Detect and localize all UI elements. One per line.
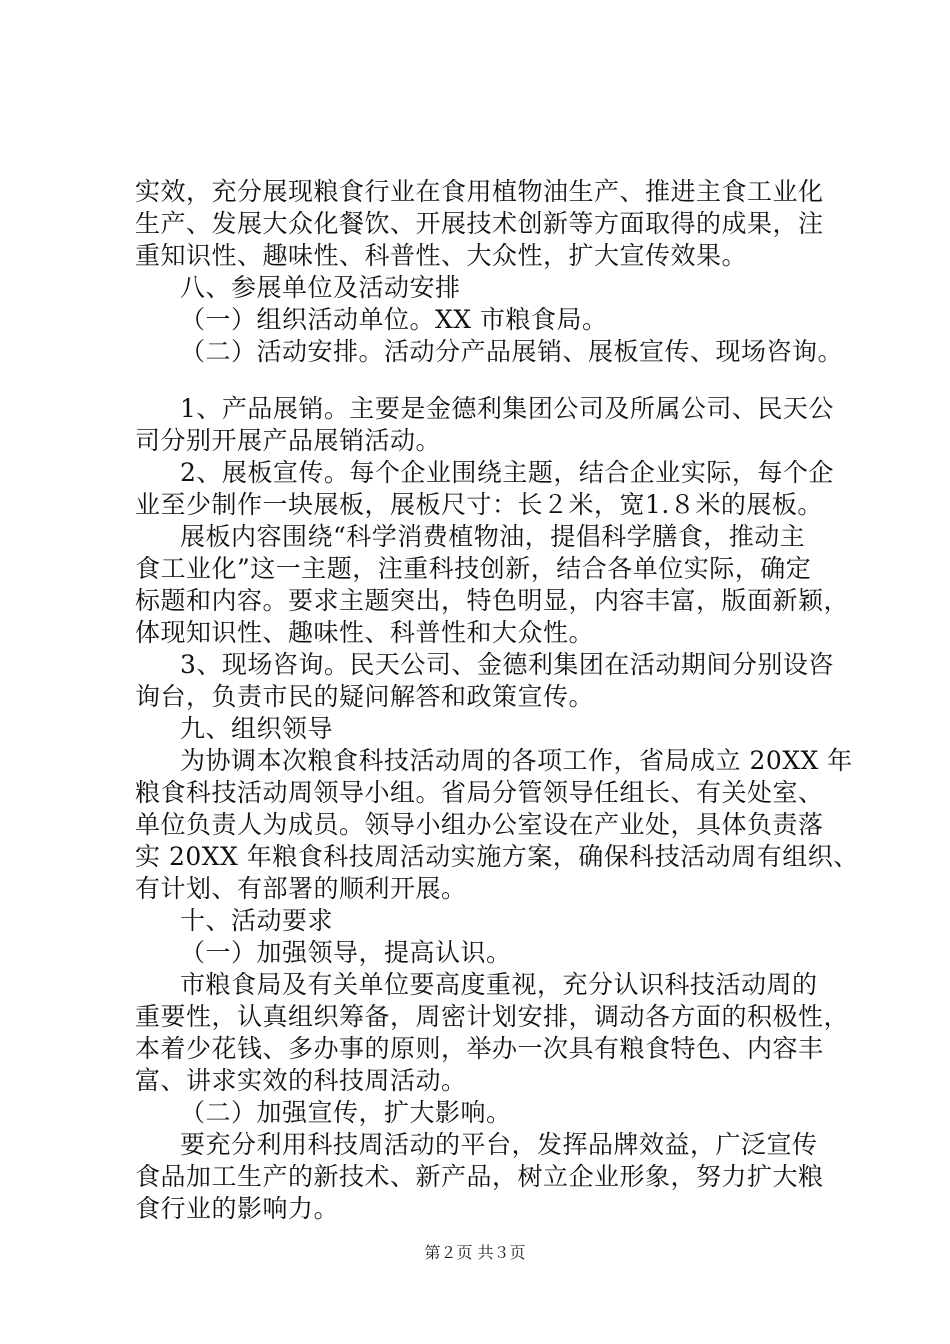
text-line: 司分别开展产品展销活动。 (135, 426, 442, 455)
text-line: 有计划、有部署的顺利开展。 (135, 874, 467, 903)
text-line: （一）组织活动单位。XX 市粮食局。 (180, 305, 608, 334)
text-line: 1、产品展销。主要是金德利集团公司及所属公司、民天公 (180, 394, 834, 423)
text-line: 体现知识性、趣味性、科普性和大众性。 (135, 618, 595, 647)
text-line: 重要性，认真组织筹备，周密计划安排，调动各方面的积极性， (135, 1002, 850, 1031)
text-line: 要充分利用科技周活动的平台，发挥品牌效益，广泛宣传 (180, 1130, 818, 1159)
page-footer: 第２页 共３页 (424, 1243, 526, 1262)
text-line: 食行业的影响力。 (135, 1194, 340, 1223)
text-line: 3、现场咨询。民天公司、金德利集团在活动期间分别设咨 (180, 650, 834, 679)
text-line: 食品加工生产的新技术、新产品，树立企业形象，努力扩大粮 (135, 1162, 824, 1191)
text-line: 为协调本次粮食科技活动周的各项工作，省局成立 20XX 年 (180, 746, 853, 775)
text-line: 重知识性、趣味性、科普性、大众性，扩大宣传效果。 (135, 241, 748, 270)
text-line: 生产、发展大众化餐饮、开展技术创新等方面取得的成果，注 (135, 209, 824, 238)
section-heading: 九、组织领导 (180, 714, 334, 743)
text-line: 单位负责人为成员。领导小组办公室设在产业处，具体负责落 (135, 810, 824, 839)
text-line: 实 20XX 年粮食科技周活动实施方案，确保科技活动周有组织、 (135, 842, 859, 871)
subsection-heading: （一）加强领导，提高认识。 (180, 938, 512, 967)
text-line: 标题和内容。要求主题突出，特色明显，内容丰富，版面新颖， (135, 586, 850, 615)
text-line: 2、展板宣传。每个企业围绕主题，结合企业实际，每个企 (180, 458, 834, 487)
text-line: 粮食科技活动周领导小组。省局分管领导任组长、有关处室、 (135, 778, 824, 807)
text-line: 市粮食局及有关单位要高度重视，充分认识科技活动周的 (180, 970, 818, 999)
text-line: 富、讲求实效的科技周活动。 (135, 1066, 467, 1095)
text-line: 询台，负责市民的疑问解答和政策宣传。 (135, 682, 595, 711)
text-line: （二）活动安排。活动分产品展销、展板宣传、现场咨询。 (180, 337, 844, 366)
text-line: 食工业化”这一主题，注重科技创新，结合各单位实际，确定 (135, 554, 812, 583)
text-line: 展板内容围绕“科学消费植物油，提倡科学膳食，推动主 (180, 522, 806, 551)
text-line: 业至少制作一块展板，展板尺寸：长２米，宽1.８米的展板。 (135, 490, 823, 519)
subsection-heading: （二）加强宣传，扩大影响。 (180, 1098, 512, 1127)
section-heading: 十、活动要求 (180, 906, 334, 935)
text-line: 实效，充分展现粮食行业在食用植物油生产、推进主食工业化 (135, 177, 824, 206)
text-line: 本着少花钱、多办事的原则，举办一次具有粮食特色、内容丰 (135, 1034, 824, 1063)
section-heading: 八、参展单位及活动安排 (180, 273, 461, 302)
